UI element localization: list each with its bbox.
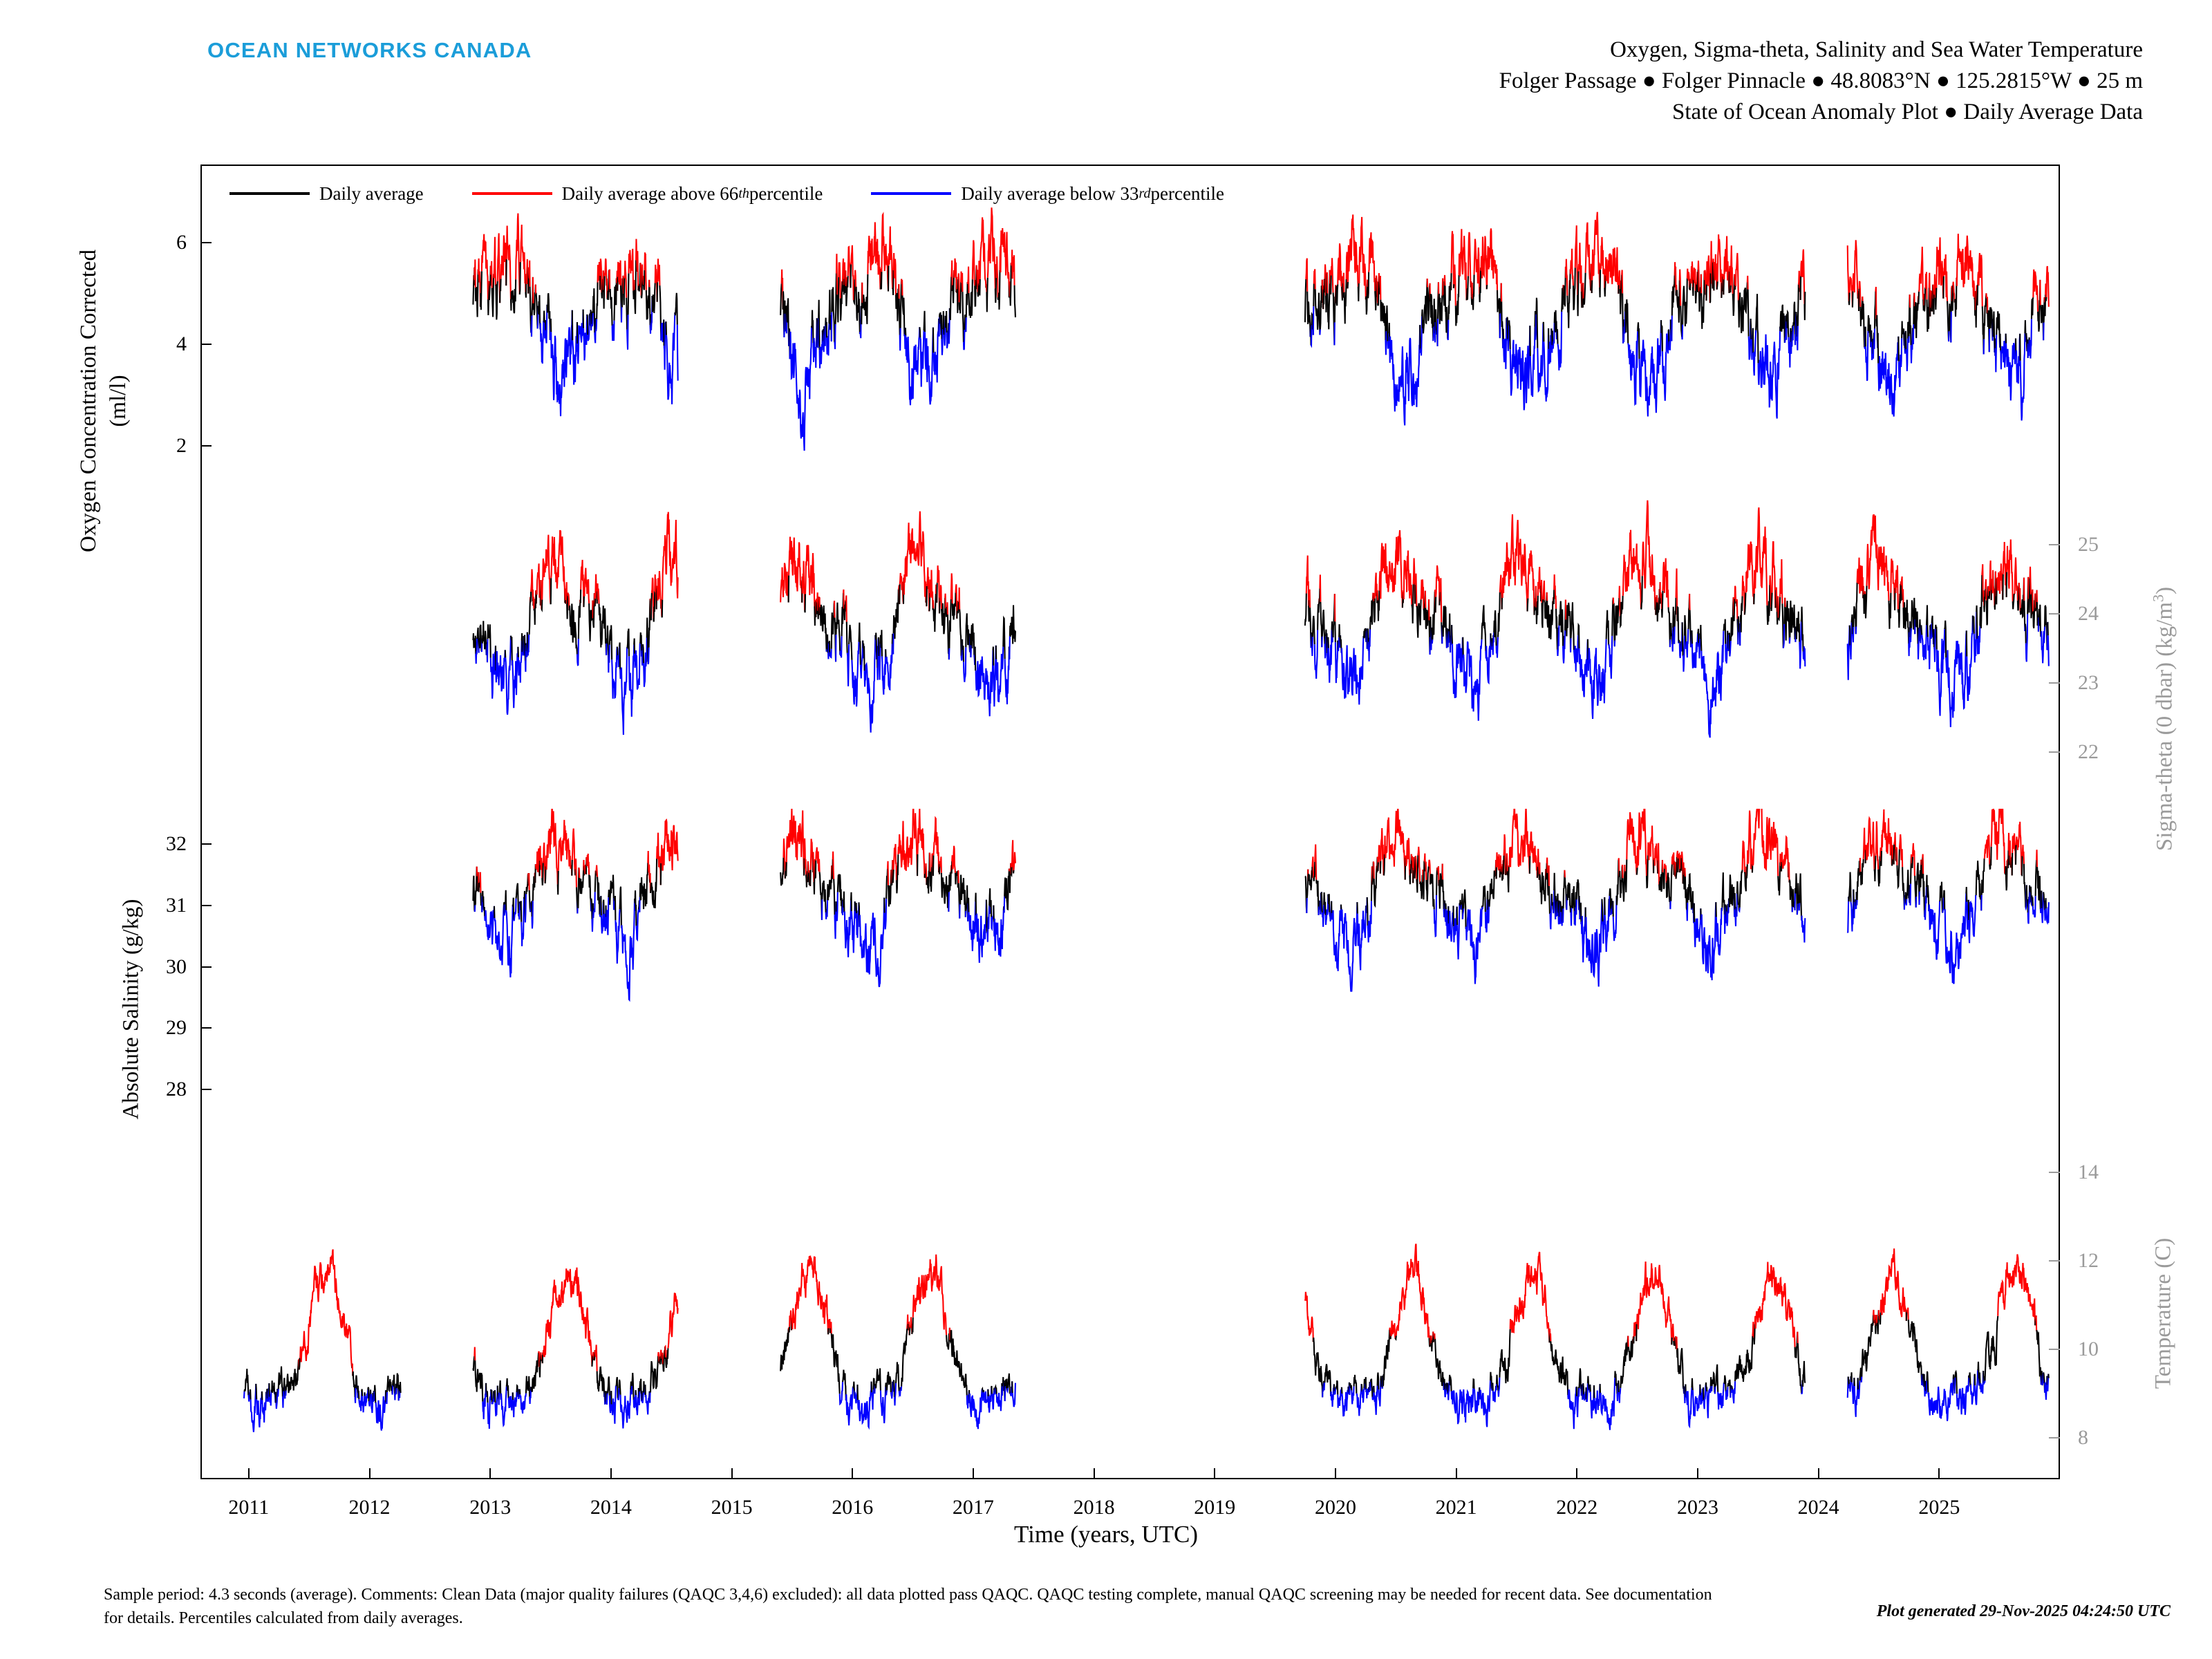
ytick-label-oxygen-4: 4 — [176, 332, 187, 356]
xtick-mark-2025 — [1938, 1468, 1940, 1479]
panel-oxygen — [202, 194, 2059, 518]
ytick-label-temp-14: 14 — [2078, 1160, 2099, 1183]
panel-salinity — [202, 809, 2059, 1134]
ytick-mark-salinity-28 — [200, 1089, 212, 1090]
ytick-mark-sigma-24 — [2049, 613, 2060, 615]
ytick-label-temp-10: 10 — [2078, 1338, 2099, 1361]
xtick-label-2014: 2014 — [590, 1496, 632, 1519]
xtick-mark-2018 — [1094, 1468, 1095, 1479]
ytick-label-temp-12: 12 — [2078, 1248, 2099, 1272]
ytick-mark-salinity-30 — [200, 966, 212, 968]
ytick-mark-salinity-31 — [200, 905, 212, 906]
header-title-block — [1499, 35, 2143, 128]
xtick-label-2019: 2019 — [1194, 1496, 1236, 1519]
panel-salinity-series — [202, 809, 2059, 1134]
xtick-label-2012: 2012 — [348, 1496, 391, 1519]
ytick-mark-sigma-22 — [2049, 751, 2060, 753]
ytick-mark-temp-12 — [2049, 1260, 2060, 1262]
xtick-mark-2024 — [1818, 1468, 1819, 1479]
ytick-mark-temp-14 — [2049, 1172, 2060, 1173]
xtick-mark-2023 — [1697, 1468, 1698, 1479]
panel-oxygen-series — [202, 194, 2059, 518]
xtick-label-2017: 2017 — [952, 1496, 994, 1519]
ytick-mark-sigma-23 — [2049, 682, 2060, 684]
ytick-label-salinity-32: 32 — [166, 832, 187, 856]
panel-sigma-theta — [202, 491, 2059, 816]
logo-text: OCEAN NETWORKS CANADA — [207, 38, 532, 62]
xtick-label-2021: 2021 — [1435, 1496, 1477, 1519]
xtick-label-2022: 2022 — [1556, 1496, 1598, 1519]
footnote-text: Sample period: 4.3 seconds (average). Comments: Clean Data (major quality failures (QAQC 3,4,6) excluded): all data plotted pass QAQC. QAQC testing complete, manual QAQC screening may be needed for recent data. See documentation for details. Percentiles calculated from daily averages. — [104, 1586, 1712, 1628]
header-line-2: Folger Passage ● Folger Pinnacle ● 48.8083°N ● 125.2815°W ● 25 m — [1499, 68, 2143, 93]
ytick-label-oxygen-2: 2 — [176, 434, 187, 458]
ytick-mark-salinity-32 — [200, 843, 212, 845]
xtick-mark-2014 — [610, 1468, 612, 1479]
xtick-label-2025: 2025 — [1918, 1496, 1960, 1519]
xaxis-label: Time (years, UTC) — [1013, 1521, 1199, 1548]
yaxis-label-salinity: Absolute Salinity (g/kg) — [118, 899, 144, 1120]
ytick-label-sigma-25: 25 — [2078, 533, 2099, 556]
yaxis-label-temperature: Temperature (C) — [2150, 1237, 2176, 1389]
xtick-label-2016: 2016 — [832, 1496, 874, 1519]
ytick-label-sigma-22: 22 — [2078, 740, 2099, 763]
generated-timestamp: Plot generated 29-Nov-2025 04:24:50 UTC — [1876, 1602, 2171, 1620]
panel-temperature-series — [202, 1134, 2059, 1479]
ytick-label-salinity-28: 28 — [166, 1077, 187, 1100]
legend-label-below33-suffix: percentile — [1150, 182, 1224, 204]
xtick-mark-2022 — [1576, 1468, 1577, 1479]
legend-label-above66-suffix: percentile — [749, 182, 823, 204]
xtick-mark-2011 — [248, 1468, 250, 1479]
xtick-label-2024: 2024 — [1797, 1496, 1839, 1519]
legend-label-above66: Daily average above 66 — [561, 182, 739, 204]
legend-sup-above66: th — [738, 185, 749, 201]
ytick-mark-oxygen-6 — [200, 242, 212, 243]
yaxis-label-oxygen: Oxygen Concentration Corrected (ml/l) — [76, 249, 131, 553]
ytick-mark-salinity-29 — [200, 1027, 212, 1029]
xtick-mark-2012 — [369, 1468, 371, 1479]
ytick-mark-temp-10 — [2049, 1349, 2060, 1350]
chart-plot-area — [200, 165, 2060, 1479]
legend-label-below33: Daily average below 33 — [961, 182, 1139, 204]
yaxis-label-sigma-theta: Sigma-theta (0 dbar) $(kg/m^3)$ — [2149, 586, 2177, 852]
ytick-label-sigma-23: 23 — [2078, 671, 2099, 694]
ytick-mark-temp-8 — [2049, 1437, 2060, 1438]
panel-sigma-theta-series — [202, 491, 2059, 816]
xtick-mark-2019 — [1214, 1468, 1215, 1479]
ytick-label-temp-8: 8 — [2078, 1426, 2088, 1450]
xtick-label-2013: 2013 — [469, 1496, 512, 1519]
xtick-label-2018: 2018 — [1073, 1496, 1115, 1519]
legend-label-average: Daily average — [319, 182, 424, 204]
ytick-mark-oxygen-4 — [200, 344, 212, 345]
xtick-mark-2016 — [852, 1468, 853, 1479]
xtick-mark-2021 — [1456, 1468, 1457, 1479]
ytick-label-salinity-29: 29 — [166, 1016, 187, 1040]
header-line-1: Oxygen, Sigma-theta, Salinity and Sea Water Temperature — [1610, 37, 2143, 62]
xtick-mark-2020 — [1335, 1468, 1336, 1479]
ytick-mark-sigma-25 — [2049, 544, 2060, 545]
header-line-3: State of Ocean Anomaly Plot ● Daily Average Data — [1672, 99, 2143, 124]
ytick-label-salinity-31: 31 — [166, 893, 187, 917]
ytick-mark-oxygen-2 — [200, 445, 212, 447]
xtick-mark-2013 — [489, 1468, 491, 1479]
ytick-label-oxygen-6: 6 — [176, 231, 187, 254]
ytick-label-sigma-24: 24 — [2078, 602, 2099, 625]
xtick-mark-2017 — [973, 1468, 974, 1479]
xtick-label-2015: 2015 — [711, 1496, 753, 1519]
xtick-label-2011: 2011 — [228, 1496, 270, 1519]
xtick-label-2023: 2023 — [1676, 1496, 1718, 1519]
panel-temperature — [202, 1134, 2059, 1479]
xtick-label-2020: 2020 — [1314, 1496, 1356, 1519]
ytick-label-salinity-30: 30 — [166, 955, 187, 978]
xtick-mark-2015 — [731, 1468, 733, 1479]
legend-sup-below33: rd — [1138, 185, 1151, 201]
